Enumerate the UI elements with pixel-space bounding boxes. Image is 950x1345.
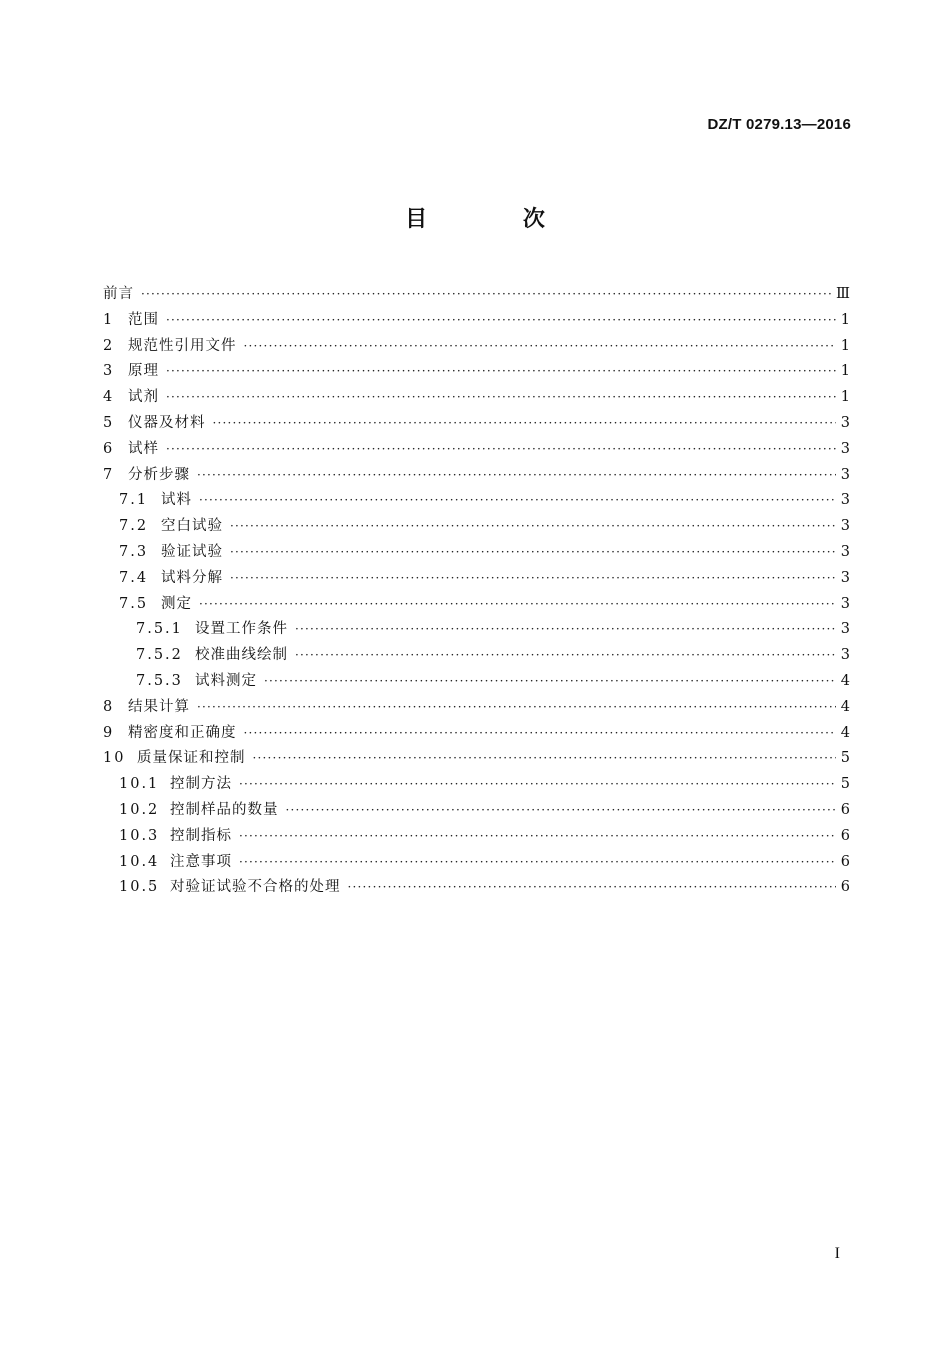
toc-entry-page: 3: [840, 440, 850, 457]
toc-entry-number: 4: [103, 389, 115, 406]
toc-leader-dots: [230, 566, 836, 592]
toc-entry-title: 注意事项: [170, 853, 232, 870]
toc-entry-title: 控制指标: [170, 827, 232, 844]
toc-entry-title: 质量保证和控制: [137, 750, 246, 767]
toc-leader-dots: [230, 540, 836, 566]
toc-leader-dots: [244, 721, 837, 747]
toc-entry-page: 4: [840, 724, 850, 741]
toc-entry-title: 试料: [161, 492, 192, 509]
toc-entry-title: 校准曲线绘制: [195, 647, 288, 664]
toc-leader-dots: [197, 463, 836, 489]
toc-leader-dots: [239, 824, 836, 850]
toc-entry-page: 3: [840, 543, 850, 560]
toc-entry-title: 范围: [128, 311, 159, 328]
toc-entry[interactable]: [103, 359, 850, 385]
toc-entry-page: 1: [840, 363, 850, 380]
toc-entry[interactable]: [103, 824, 850, 850]
toc-leader-dots: [166, 437, 836, 463]
toc-entry[interactable]: [103, 617, 850, 643]
toc-entry-page: 4: [840, 698, 850, 715]
toc-leader-dots: [199, 592, 836, 618]
toc-entry[interactable]: [103, 282, 850, 308]
toc-leader-dots: [264, 669, 836, 695]
toc-entry-page: 3: [840, 414, 850, 431]
toc-leader-dots: [239, 850, 836, 876]
toc-entry[interactable]: [103, 875, 850, 901]
toc-entry[interactable]: [103, 488, 850, 514]
toc-entry-page: 3: [840, 466, 850, 483]
toc-entry[interactable]: [103, 566, 850, 592]
toc-entry-title: 规范性引用文件: [128, 337, 237, 354]
toc-entry[interactable]: [103, 721, 850, 747]
toc-entry-number: 8: [103, 698, 115, 715]
toc-entry[interactable]: [103, 514, 850, 540]
toc-entry-title: 控制方法: [170, 776, 232, 793]
standard-code: DZ/T 0279.13—2016: [707, 116, 851, 133]
toc-leader-dots: [166, 308, 836, 334]
toc-entry[interactable]: [103, 385, 850, 411]
toc-entry-page: 3: [840, 621, 850, 638]
toc-entry-page: 3: [840, 595, 850, 612]
toc-entry[interactable]: [103, 463, 850, 489]
toc-entry-title: 测定: [161, 595, 192, 612]
toc-entry[interactable]: [103, 643, 850, 669]
toc-entry-number: 7.3: [119, 543, 149, 560]
toc-entry-number: 10.3: [119, 827, 160, 844]
toc-leader-dots: [230, 514, 836, 540]
toc-entry-title: 设置工作条件: [195, 621, 288, 638]
toc-entry-title: 原理: [128, 363, 159, 380]
toc-entry[interactable]: [103, 746, 850, 772]
toc-leader-dots: [213, 411, 837, 437]
toc-leader-dots: [286, 798, 837, 824]
page-number: I: [834, 1245, 840, 1262]
toc-entry-page: 6: [840, 827, 850, 844]
toc-entry[interactable]: [103, 695, 850, 721]
toc-leader-dots: [295, 643, 836, 669]
toc-entry-title: 对验证试验不合格的处理: [170, 879, 341, 896]
toc-entry-number: 10.2: [119, 801, 160, 818]
toc-entry-title: 试料分解: [161, 569, 223, 586]
toc-leader-dots: [348, 875, 837, 901]
toc-entry-number: 7.5.2: [136, 647, 183, 664]
toc-entry[interactable]: [103, 334, 850, 360]
toc-leader-dots: [199, 488, 836, 514]
toc-entry-number: 7.1: [119, 492, 149, 509]
toc-entry-number: 10.5: [119, 879, 160, 896]
toc-entry[interactable]: [103, 850, 850, 876]
toc-entry-number: 10.1: [119, 776, 160, 793]
toc-entry-page: Ⅲ: [836, 286, 850, 302]
toc-entry-page: 6: [840, 853, 850, 870]
toc-entry-page: 3: [840, 647, 850, 664]
toc-entry-title: 试料测定: [195, 672, 257, 689]
toc-leader-dots: [197, 695, 836, 721]
toc-entry-title: 精密度和正确度: [128, 724, 237, 741]
toc-entry-number: 10: [103, 750, 126, 767]
toc-entry-number: 7.5.1: [136, 621, 183, 638]
toc-entry[interactable]: [103, 772, 850, 798]
toc-entry-title: 分析步骤: [128, 466, 190, 483]
toc-leader-dots: [244, 334, 837, 360]
toc-entry-page: 1: [840, 311, 850, 328]
toc-entry[interactable]: [103, 592, 850, 618]
toc-leader-dots: [166, 385, 836, 411]
toc-entry-number: 6: [103, 440, 115, 457]
toc-entry-page: 4: [840, 672, 850, 689]
toc-entry-page: 1: [840, 337, 850, 354]
toc-leader-dots: [295, 617, 836, 643]
toc-entry[interactable]: [103, 308, 850, 334]
toc-entry-number: 3: [103, 363, 115, 380]
toc-entry-title: 试剂: [128, 389, 159, 406]
toc-leader-dots: [166, 359, 836, 385]
toc-entry-number: 1: [103, 311, 115, 328]
toc-entry-number: 7.2: [119, 518, 149, 535]
toc-entry-number: 7.5.3: [136, 672, 183, 689]
toc-entry-number: 5: [103, 414, 115, 431]
toc-entry-page: 1: [840, 389, 850, 406]
toc-entry-number: 7.5: [119, 595, 149, 612]
toc-leader-dots: [141, 282, 832, 308]
toc-entry-number: 2: [103, 337, 115, 354]
toc-entry[interactable]: [103, 437, 850, 463]
page-title: 目 次: [405, 207, 589, 232]
toc-entry-number: 7.4: [119, 569, 149, 586]
toc-entry[interactable]: [103, 411, 850, 437]
toc-entry-page: 5: [840, 750, 850, 767]
toc-entry-number: 7: [103, 466, 115, 483]
toc-entry-page: 3: [840, 518, 850, 535]
toc-entry-title: 控制样品的数量: [170, 801, 279, 818]
toc-entry-page: 5: [840, 776, 850, 793]
toc-entry-page: 3: [840, 492, 850, 509]
toc-entry[interactable]: [103, 540, 850, 566]
toc-entry-title: 验证试验: [161, 543, 223, 560]
toc-entry-number: 10.4: [119, 853, 160, 870]
toc-entry[interactable]: [103, 798, 850, 824]
toc-entry-title: 仪器及材料: [128, 414, 206, 431]
toc-leader-dots: [253, 746, 837, 772]
table-of-contents: [103, 282, 850, 901]
toc-entry-title: 前言: [103, 286, 134, 302]
toc-entry-page: 6: [840, 879, 850, 896]
toc-entry-title: 空白试验: [161, 518, 223, 535]
toc-entry-page: 3: [840, 569, 850, 586]
toc-entry-title: 结果计算: [128, 698, 190, 715]
toc-leader-dots: [239, 772, 836, 798]
toc-entry[interactable]: [103, 669, 850, 695]
toc-entry-page: 6: [840, 801, 850, 818]
toc-entry-number: 9: [103, 724, 115, 741]
toc-entry-title: 试样: [128, 440, 159, 457]
